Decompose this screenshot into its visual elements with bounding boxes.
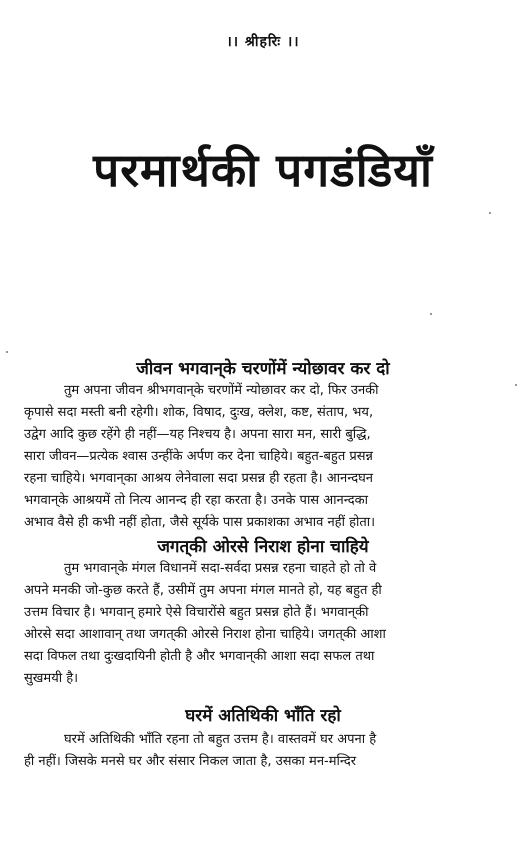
- paragraph-line: अभाव वैसे ही कभी नहीं होता, जैसे सूर्यके पास प्रकाशका अभाव नहीं होता।: [24, 515, 376, 530]
- paragraph-line: तुम अपना जीवन श्रीभगवान्‌के चरणोंमें न्योछावर कर दो, फिर उनकी: [64, 383, 379, 398]
- paragraph-line: उत्तम विचार है। भगवान् हमारे ऐसे विचारोंसे बहुत प्रसन्न होते हैं। भगवान्‌की: [24, 605, 369, 620]
- paragraph-line: उद्वेग आदि कुछ रहेंगे ही नहीं—यह निश्चय है। अपना सारा मन, सारी बुद्धि,: [24, 427, 371, 442]
- scan-speck: [6, 351, 8, 353]
- invocation-header: ।। श्रीहरिः ।।: [226, 34, 300, 50]
- section-heading-2: जगत्‌की ओरसे निराश होना चाहिये: [157, 537, 369, 557]
- section-heading-3: घरमें अतिथिकी भाँति रहो: [185, 706, 341, 726]
- paragraph-line: भगवान्‌के आश्रयमें तो नित्य आनन्द ही रहा करता है। उनके पास आनन्दका: [24, 493, 369, 508]
- scan-speck: [430, 313, 432, 315]
- book-title: परमार्थकी पगडंडियाँ: [93, 143, 433, 197]
- paragraph-line: सारा जीवन—प्रत्येक श्वास उन्हींके अर्पण कर देना चाहिये। बहुत-बहुत प्रसन्न: [24, 449, 373, 464]
- paragraph-line: ही नहीं। जिसके मनसे घर और संसार निकल जाता है, उसका मन-मन्दिर: [24, 754, 357, 769]
- paragraph-line: घरमें अतिथिकी भाँति रहना तो बहुत उत्तम है। वास्तवमें घर अपना है: [64, 732, 377, 747]
- section-heading-1: जीवन भगवान्‌के चरणोंमें न्योछावर कर दो: [136, 359, 390, 379]
- paragraph-line: तुम भगवान्‌के मंगल विधानमें सदा-सर्वदा प्रसन्न रहना चाहते हो तो वे: [64, 561, 377, 576]
- paragraph-line: अपने मनकी जो-कुछ करते हैं, उसीमें तुम अपना मंगल मानते हो, यह बहुत ही: [24, 583, 382, 598]
- scan-speck: [489, 212, 491, 214]
- paragraph-line: कृपासे सदा मस्ती बनी रहेगी। शोक, विषाद, दुःख, क्लेश, कष्ट, संताप, भय,: [24, 405, 374, 420]
- paragraph-line: ओरसे सदा आशावान् तथा जगत्‌की ओरसे निराश होना चाहिये। जगत्‌की आशा: [24, 627, 386, 642]
- paragraph-line: सदा विफल तथा दुःखदायिनी होती है और भगवान्‌की आशा सदा सफल तथा: [24, 649, 375, 664]
- scan-speck: [515, 384, 517, 386]
- paragraph-line: रहना चाहिये। भगवान्‌का आश्रय लेनेवाला सदा प्रसन्न ही रहता है। आनन्दघन: [24, 471, 374, 486]
- paragraph-line: सुखमयी है।: [24, 671, 79, 686]
